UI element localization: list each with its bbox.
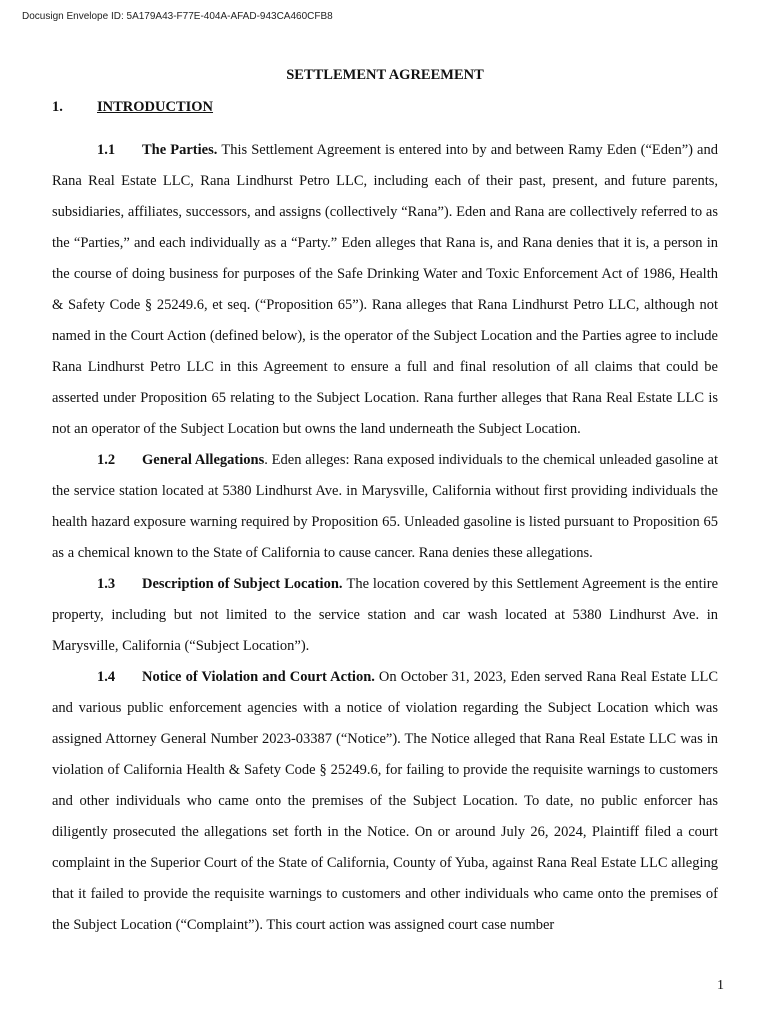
paragraph-number: 1.3 bbox=[97, 576, 116, 592]
paragraph-heading: Description of Subject Location. bbox=[142, 576, 343, 592]
paragraph-heading: The Parties. bbox=[142, 142, 218, 158]
paragraph-heading: General Allegations bbox=[142, 452, 265, 468]
paragraph-text: On October 31, 2023, Eden served Rana Real Estate LLC and various public enforcement agencies with a notice of violation regarding the Subject Location which was assigned Attorney General Number 2023-03387 (“Notice”). The Notice alleged that Rana Real Estate LLC was in violation of California Health & Safety Code § 25249.6, for failing to provide the requisite warnings to customers and other individuals who came onto the premises of the Subject Location. To date, no public enforcer has diligently prosecuted the allegations set forth in the Notice. On or around July 26, 2024, Plaintiff filed a court complaint in the Superior Court of the State of California, County of Yuba, against Rana Real Estate LLC alleging that it failed to provide the requisite warnings to customers and other individuals who came onto the premises of the Subject Location (“Complaint”). This court action was assigned court case number bbox=[52, 669, 718, 933]
paragraph-1-3 bbox=[52, 569, 718, 662]
paragraph-text: This Settlement Agreement is entered into by and between Ramy Eden (“Eden”) and Rana Real Estate LLC, Rana Lindhurst Petro LLC, including each of their past, present, and future parents, subsidiaries, affiliates, successors, and assigns (collectively “Rana”). Eden and Rana are collectively referred to as the “Parties,” and each individually as a “Party.” Eden alleges that Rana is, and Rana denies that it is, a person in the course of doing business for purposes of the Safe Drinking Water and Toxic Enforcement Act of 1986, Health & Safety Code § 25249.6, et seq. (“Proposition 65”). Rana alleges that Rana Lindhurst Petro LLC, although not named in the Court Action (defined below), is the operator of the Subject Location and the Parties agree to include Rana Lindhurst Petro LLC in this Agreement to ensure a full and final resolution of all claims that could be asserted under Proposition 65 relating to the Subject Location. Rana further alleges that Rana Real Estate LLC is not an operator of the Subject Location but owns the land underneath the Subject Location. bbox=[52, 142, 718, 437]
document-title: SETTLEMENT AGREEMENT bbox=[286, 67, 484, 83]
paragraph-number: 1.1 bbox=[97, 142, 116, 158]
paragraph-number: 1.2 bbox=[97, 452, 116, 468]
paragraph-1-4 bbox=[52, 662, 718, 941]
section-number: 1. bbox=[52, 99, 63, 115]
section-title: INTRODUCTION bbox=[97, 99, 214, 115]
paragraph-heading: Notice of Violation and Court Action. bbox=[142, 669, 375, 685]
section-heading bbox=[52, 99, 213, 116]
paragraph-number: 1.4 bbox=[97, 669, 116, 685]
paragraph-text: . Eden alleges: Rana exposed individuals to the chemical unleaded gasoline at the service station located at 5380 Lindhurst Ave. in Marysville, California without first providing individuals the health hazard exposure warning required by Proposition 65. Unleaded gasoline is listed pursuant to Proposition 65 as a chemical known to the State of California to cause cancer. Rana denies these allegations. bbox=[52, 452, 718, 561]
page-number: 1 bbox=[717, 978, 724, 993]
docusign-envelope-id: Docusign Envelope ID: 5A179A43-F77E-404A-AFAD-943CA460CFB8 bbox=[22, 11, 333, 22]
paragraph-1-2 bbox=[52, 445, 718, 569]
document-body bbox=[52, 135, 718, 941]
paragraph-1-1 bbox=[52, 135, 718, 445]
paragraph-text: The location covered by this Settlement Agreement is the entire property, including but not limited to the service station and car wash located at 5380 Lindhurst Ave. in Marysville, California (“Subject Location”). bbox=[52, 576, 718, 654]
